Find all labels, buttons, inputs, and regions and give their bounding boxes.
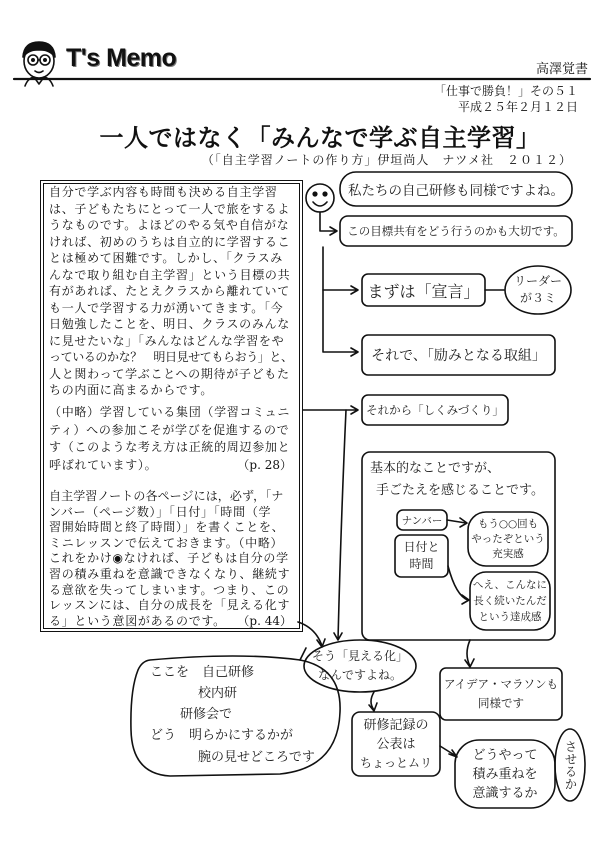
quote-line: んなで取り組む自主学習」という目標の共 (49, 267, 291, 282)
note-line: アイデア・マラソンも (444, 677, 558, 691)
arrow-smiley-to-goal (320, 212, 337, 235)
note-idea-marathon (440, 668, 562, 720)
quote-line: に見せたいな」「みんなはどんな学習をや (49, 333, 285, 348)
quote-line: （中略）学習している集団（学習コミュニ (49, 405, 291, 419)
note-line: やったぞという (471, 532, 545, 545)
note-accumulate (455, 740, 555, 808)
note-make-aware-wrap (555, 729, 585, 801)
note-line: なんですよね。 (317, 668, 402, 682)
quote-paragraph-1 (49, 184, 294, 399)
quote-paragraph-3 (49, 489, 294, 629)
quote-line-text: 呼ばれています）。 (49, 457, 158, 472)
quote-line: 自主学習ノートの各ページには，必ず，「ナ (49, 489, 284, 503)
note-line: が３ミ (519, 291, 556, 305)
arrow-goal-to-declaration (323, 286, 358, 294)
note-number-label: ナンバー (401, 514, 443, 527)
arrow-goal-to-effort (323, 247, 358, 356)
note-line: という達成感 (478, 611, 542, 623)
note-line: どうやって (472, 747, 538, 763)
quote-line: ければ、初めのうちは自立的に学習するこ (49, 234, 291, 249)
page-reference: （p. 44） (237, 613, 292, 628)
page-reference: （p. 28） (237, 457, 292, 472)
note-fulfillment (468, 512, 548, 566)
note-line: ちょっとムリ (359, 755, 432, 770)
arrow-quote-to-system (303, 406, 358, 414)
quote-line-text: る」という意図があるのです。 (49, 613, 226, 628)
note-training-line: ここを 自己研修 (150, 665, 255, 680)
arrow-visualize-to-record (369, 692, 377, 711)
note-line: 意識するか (472, 785, 538, 801)
note-same-for-us: 私たちの自己研修も同様ですよね。 (348, 183, 564, 199)
quote-line: も一人で学習する力が湧いてきます。「今 (49, 300, 284, 315)
source-citation: （「自主学習ノートの作り方」伊垣尚人 ナツメ社 ２０１２） (201, 153, 572, 167)
note-then-effort: それで、「励みとなる取組」 (371, 348, 546, 364)
note-training-line: 校内研 (198, 686, 238, 701)
note-line: 充実感 (492, 547, 524, 560)
note-line: 日付と (403, 540, 440, 554)
arrow-system-to-visualize (334, 410, 346, 640)
quote-line: 自分で学ぶ内容も時間も決める自主学習 (49, 185, 278, 199)
arrow-date-to-achievement (448, 566, 469, 604)
quote-line-with-ref (49, 457, 294, 475)
note-line: へえ、こんなに (472, 579, 548, 591)
logo-title: T's Memo (66, 44, 177, 72)
note-achievement (470, 572, 550, 630)
quote-line: る意欲を失ってしまいます。つまり、この (49, 582, 290, 597)
smiley-face-icon (306, 184, 334, 212)
quote-line: っているのかな？ 明日見せてもらおう」と、 (49, 350, 293, 364)
note-line: 時間 (409, 557, 434, 571)
arrow-basics-to-idea (465, 640, 474, 667)
note-line: 基本的なことですが、 (370, 461, 501, 476)
quote-line: 人と関わって学ぶことへの期待が子どもた (49, 366, 290, 381)
note-date-time-label (395, 535, 448, 577)
quote-line: ティ）への参加こそが学びを促進するので (49, 422, 290, 437)
author-label: 高澤覚書 (535, 62, 588, 77)
quote-line: す（このような考え方は正統的周辺参加と (49, 440, 291, 454)
note-line: もう○○回も (477, 517, 539, 530)
quote-box (40, 180, 303, 632)
note-line: 同様です (478, 696, 524, 710)
quote-line: は、子どもたちにとって一人で旅をするよ (49, 201, 291, 216)
note-line: 積み重ねを (472, 766, 538, 782)
quote-line: ンバー（ページ数）」「日付」「時間（学 (49, 504, 272, 519)
note-line: そう「見える化」 (311, 649, 408, 663)
quote-line: ミニレッスンで伝えておきます。（中略） (49, 535, 284, 550)
note-record-publish (352, 712, 440, 776)
note-goal-sharing: この目標共有をどう行うのかも大切です。 (347, 224, 565, 238)
note-line: 長く続いたんだ (473, 595, 547, 607)
series-number: 「仕事で勝負！」その５１ (433, 84, 578, 98)
note-training-line: どう 明らかにするかが (150, 728, 294, 743)
arrow-number-to-fulfillment (447, 518, 467, 527)
quote-line: これをかけ◉なければ、子どもは自分の学 (49, 551, 289, 566)
note-basics (370, 458, 544, 502)
quote-line: レッスンには、自分の成長を「見える化す (49, 598, 291, 613)
note-training-line: 腕の見せどころです (198, 750, 315, 765)
quote-paragraph-2 (49, 404, 294, 474)
note-leader (505, 266, 571, 314)
note-line: 手ごたえを感じることです。 (376, 483, 544, 498)
note-make-aware: させるか (563, 740, 578, 790)
note-line: リーダー (513, 274, 562, 288)
quote-line: うなものです。よほどのやる気や自信がな (49, 218, 290, 232)
note-training-line: 研修会で (180, 707, 233, 722)
note-first-declaration: まずは「宣言」 (367, 281, 480, 301)
note-then-system: それから「しくみづくり」 (366, 403, 504, 417)
quote-line-with-ref (49, 614, 294, 630)
note-line: 研修記録の (363, 717, 429, 733)
quote-line: ちの内面に高まるからです。 (49, 383, 214, 397)
quote-line: 有があれば、たとえクラスから離れていて (49, 284, 290, 298)
quote-line: とは極めて困難です。しかし、「クラスみ (49, 251, 283, 265)
page-title: 一人ではなく「みんなで学ぶ自主学習」 (99, 124, 541, 152)
quote-line: 習の積み重ねを意識できなくなり、継続す (49, 566, 291, 581)
quote-line: 日勉強したことを、明日、クラスのみんな (49, 317, 290, 331)
note-visualize (304, 640, 416, 692)
note-line: 公表は (376, 736, 416, 752)
issue-date: 平成２５年２月１２日 (457, 100, 578, 114)
quote-line: 習開始時間と終了時間）」を書くことを、 (49, 520, 285, 535)
